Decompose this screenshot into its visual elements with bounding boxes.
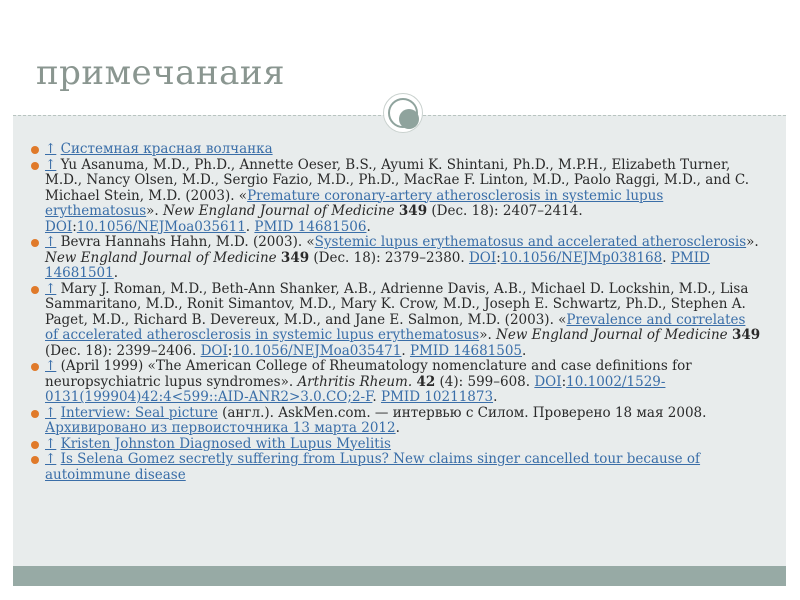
pmid-link[interactable]: PMID 14681505: [409, 342, 523, 359]
journal-name: New England Journal of Medicine: [45, 249, 277, 266]
doi-label-link[interactable]: DOI: [534, 373, 562, 390]
pmid-link[interactable]: PMID 10211873: [380, 389, 494, 405]
pages: (Dec. 18): 2379–2380.: [309, 249, 469, 266]
volume: 349: [731, 327, 761, 343]
reference-7: [31, 437, 761, 453]
bullet-icon: [31, 441, 39, 449]
reference-3: [31, 235, 761, 282]
reference-text: (англ.). AskMen.com. — интервью с Силом. Проверено 18 мая 2008.: [217, 404, 707, 421]
punct: .: [366, 218, 371, 235]
reference-4: [31, 282, 761, 360]
doi-label-link[interactable]: DOI: [200, 342, 228, 359]
article-link[interactable]: Systemic lupus erythematosus and accelerated atherosclerosis: [314, 234, 747, 250]
bullet-icon: [31, 456, 39, 464]
punct: :: [72, 218, 77, 235]
ring-inner: [388, 98, 418, 128]
reference-authors: Yu Asanuma, M.D., Ph.D., Annette Oeser, B.S., Ayumi K. Shintani, Ph.D., M.P.H., Elizabeth Turner, M.D., Nancy Olsen, M.D., Sergio Fazio, M.D., Ph.D., MacRae F. Linton, M.D., Paolo Raggi, M.D., and C. Michael Stein, M.D. (2003). «: [45, 156, 750, 204]
ring-ornament-icon: [383, 93, 423, 133]
punct: .: [401, 342, 410, 359]
archive-link[interactable]: Архивировано из первоисточника 13 марта 2012: [45, 420, 396, 436]
punct: .: [662, 249, 671, 266]
back-arrow-link[interactable]: ↑: [45, 156, 57, 173]
doi-link[interactable]: 10.1056/NEJMoa035471: [232, 342, 402, 359]
reference-6: [31, 406, 761, 437]
doi-link[interactable]: 10.1056/NEJMoa035611: [76, 218, 246, 235]
article-link[interactable]: Premature coronary-artery atherosclerosis in systemic lupus erythematosus: [45, 187, 664, 219]
footer-bar: [13, 566, 786, 586]
journal-name: Arthritis Rheum.: [297, 373, 413, 390]
volume: 42: [416, 373, 436, 390]
reference-link[interactable]: Системная красная волчанка: [60, 141, 273, 157]
ring-core: [399, 109, 419, 129]
reference-text: (April 1999) «The American College of Rheumatology nomenclature and case definitions for neuropsychiatric lupus syndromes».: [45, 358, 692, 390]
punct: :: [561, 373, 567, 390]
doi-label-link[interactable]: DOI: [468, 249, 497, 266]
article-link[interactable]: Kristen Johnston Diagnosed with Lupus Myelitis: [60, 435, 391, 452]
doi-label-link[interactable]: DOI: [45, 218, 73, 235]
punct: .: [493, 389, 498, 405]
pages: (Dec. 18): 2399–2406.: [45, 342, 201, 359]
bullet-icon: [31, 286, 39, 294]
punct: .: [372, 389, 381, 405]
back-arrow-link[interactable]: ↑: [45, 435, 57, 452]
volume: 349: [280, 249, 310, 266]
punct: :: [227, 342, 233, 359]
pages: (4): 599–608.: [435, 373, 535, 390]
reference-8: [31, 452, 761, 483]
reference-5: [31, 359, 761, 406]
reference-authors: Bevra Hannahs Hahn, M.D. (2003). «: [56, 234, 315, 250]
punct: :: [496, 249, 501, 266]
bullet-icon: [31, 410, 39, 418]
reference-2: [31, 158, 761, 236]
back-arrow-link[interactable]: ↑: [45, 141, 57, 157]
doi-link[interactable]: 10.1056/NEJMp038168: [500, 249, 663, 266]
references-list: [31, 142, 761, 483]
article-link[interactable]: Prevalence and correlates of accelerated atherosclerosis in systemic lupus erythematosus: [45, 311, 746, 343]
pages: (Dec. 18): 2407–2414.: [427, 203, 583, 219]
reference-authors: Mary J. Roman, M.D., Beth-Ann Shanker, A.B., Adrienne Davis, A.B., Michael D. Lockshin, M.D., Lisa Sammaritano, M.D., Ronit Simantov, M.D., Mary K. Crow, M.D., Joseph E. Schwartz, Ph.D., Stephen A. Paget, M.D., Richard B. Devereux, M.D., and Jane E. Salmon, M.D. (2003). «: [45, 280, 749, 328]
bullet-icon: [31, 363, 39, 371]
journal-name: New England Journal of Medicine: [162, 203, 395, 219]
volume: 349: [398, 203, 428, 219]
back-arrow-link[interactable]: ↑: [45, 404, 57, 421]
punct: ».: [479, 327, 497, 343]
punct: .: [113, 265, 119, 281]
article-link[interactable]: Is Selena Gomez secretly suffering from Lupus? New claims singer cancelled tour because of autoimmune disease: [45, 451, 701, 483]
back-arrow-link[interactable]: ↑: [45, 234, 57, 250]
punct: .: [395, 420, 400, 436]
doi-link[interactable]: 10.1002/1529-0131(199904)42:4<599::AID-ANR2>3.0.CO;2-F: [45, 373, 666, 405]
back-arrow-link[interactable]: ↑: [45, 451, 57, 467]
page-title: примечанаия: [36, 53, 285, 93]
punct: .: [245, 218, 255, 235]
bullet-icon: [31, 146, 39, 154]
article-link[interactable]: Interview: Seal picture: [60, 404, 218, 421]
punct: .: [522, 342, 527, 359]
bullet-icon: [31, 239, 39, 247]
journal-name: New England Journal of Medicine: [496, 327, 728, 343]
punct: ».: [146, 203, 163, 219]
pmid-link[interactable]: PMID 14681506: [254, 218, 367, 235]
pmid-link[interactable]: PMID 14681501: [45, 249, 710, 281]
punct: ».: [746, 234, 759, 250]
back-arrow-link[interactable]: ↑: [45, 280, 57, 297]
reference-1: [31, 142, 761, 158]
bullet-icon: [31, 162, 39, 170]
back-arrow-link[interactable]: ↑: [45, 358, 57, 374]
